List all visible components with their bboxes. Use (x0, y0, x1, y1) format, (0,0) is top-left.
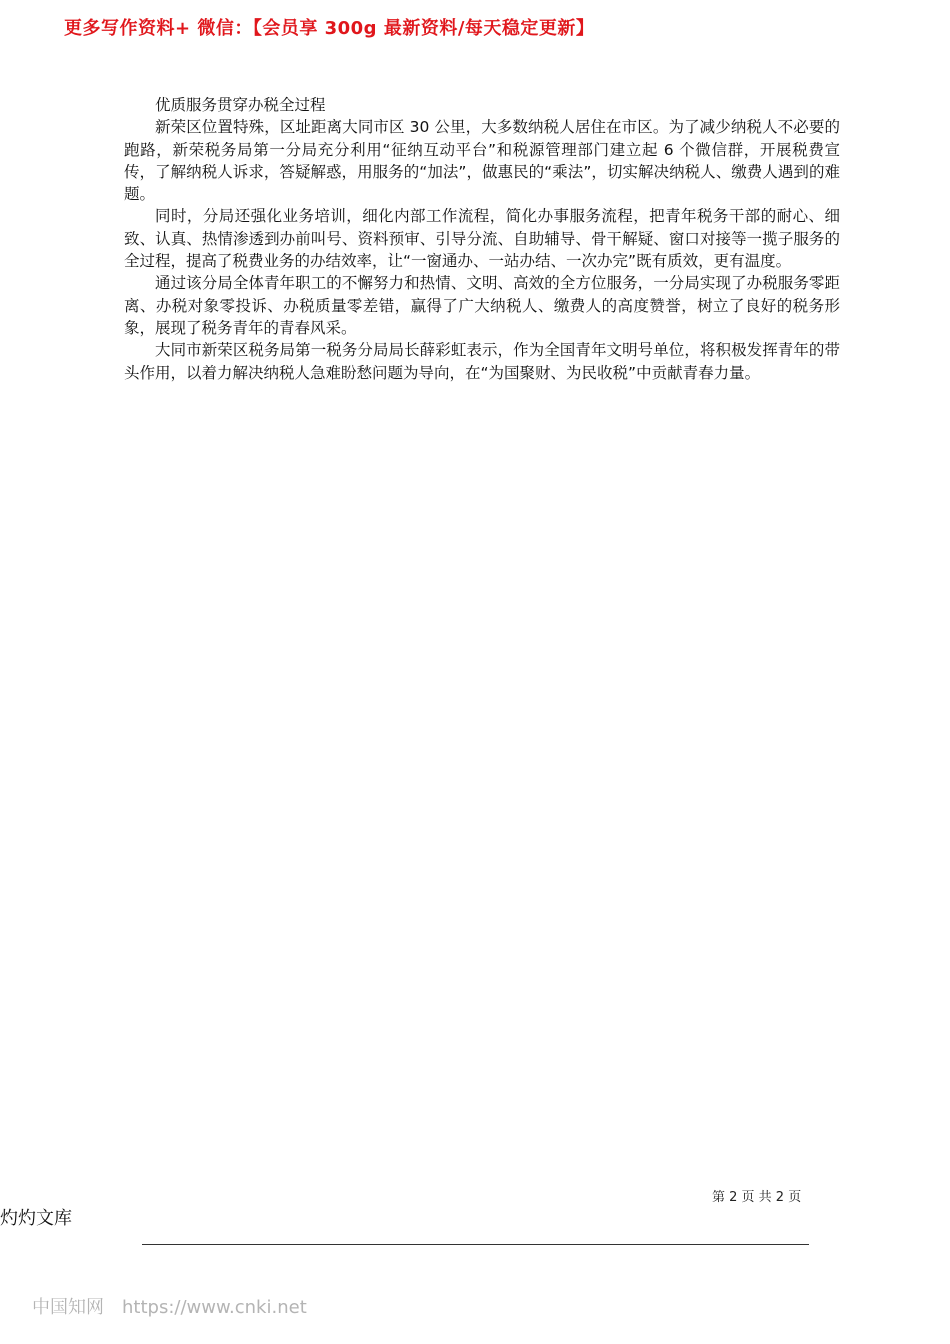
article-paragraph: 通过该分局全体青年职工的不懈努力和热情、文明、高效的全方位服务，一分局实现了办税服务零距离、办税对象零投诉、办税质量零差错，赢得了广大纳税人、缴费人的高度赞誉，树立了良好的税务形象，展现了税务青年的青春风采。 (124, 274, 840, 337)
article-paragraph: 同时，分局还强化业务培训，细化内部工作流程，简化办事服务流程，把青年税务干部的耐心、细致、认真、热情渗透到办前叫号、资料预审、引导分流、自助辅导、骨干解疑、窗口对接等一揽子服务的全过程，提高了税费业务的办结效率，让“一窗通办、一站办结、一次办完”既有质效，更有温度。 (124, 207, 840, 271)
library-name: 灼灼文库 (0, 1208, 72, 1229)
article-heading: 优质服务贯穿办税全过程 (155, 96, 326, 114)
footer-divider (142, 1244, 809, 1245)
article-paragraph: 新荣区位置特殊，区址距离大同市区 30 公里，大多数纳税人居住在市区。为了减少纳税人不必要的跑路，新荣税务局第一分局充分利用“征纳互动平台”和税源管理部门建立起 6 个微信群，开展税费宣传，了解纳税人诉求，答疑解惑，用服务的“加法”，做惠民的“乘法”，切实解决纳税人、缴费人遇到的难题。 (124, 118, 840, 204)
article-paragraph: 大同市新荣区税务局第一税务分局局长薛彩虹表示，作为全国青年文明号单位，将积极发挥青年的带头作用，以着力解决纳税人急难盼愁问题为导向，在“为国聚财、为民收税”中贡献青春力量。 (124, 341, 840, 382)
page-number: 第 2 页 共 2 页 (712, 1190, 802, 1205)
watermark (32, 1293, 307, 1319)
article-body (124, 94, 840, 384)
watermark-url: https://www.cnki.net (122, 1297, 307, 1318)
watermark-site-name: 中国知网 (32, 1297, 104, 1318)
promo-banner: 更多写作资料+ 微信：【会员享 300g 最新资料/每天稳定更新】 (64, 18, 595, 39)
